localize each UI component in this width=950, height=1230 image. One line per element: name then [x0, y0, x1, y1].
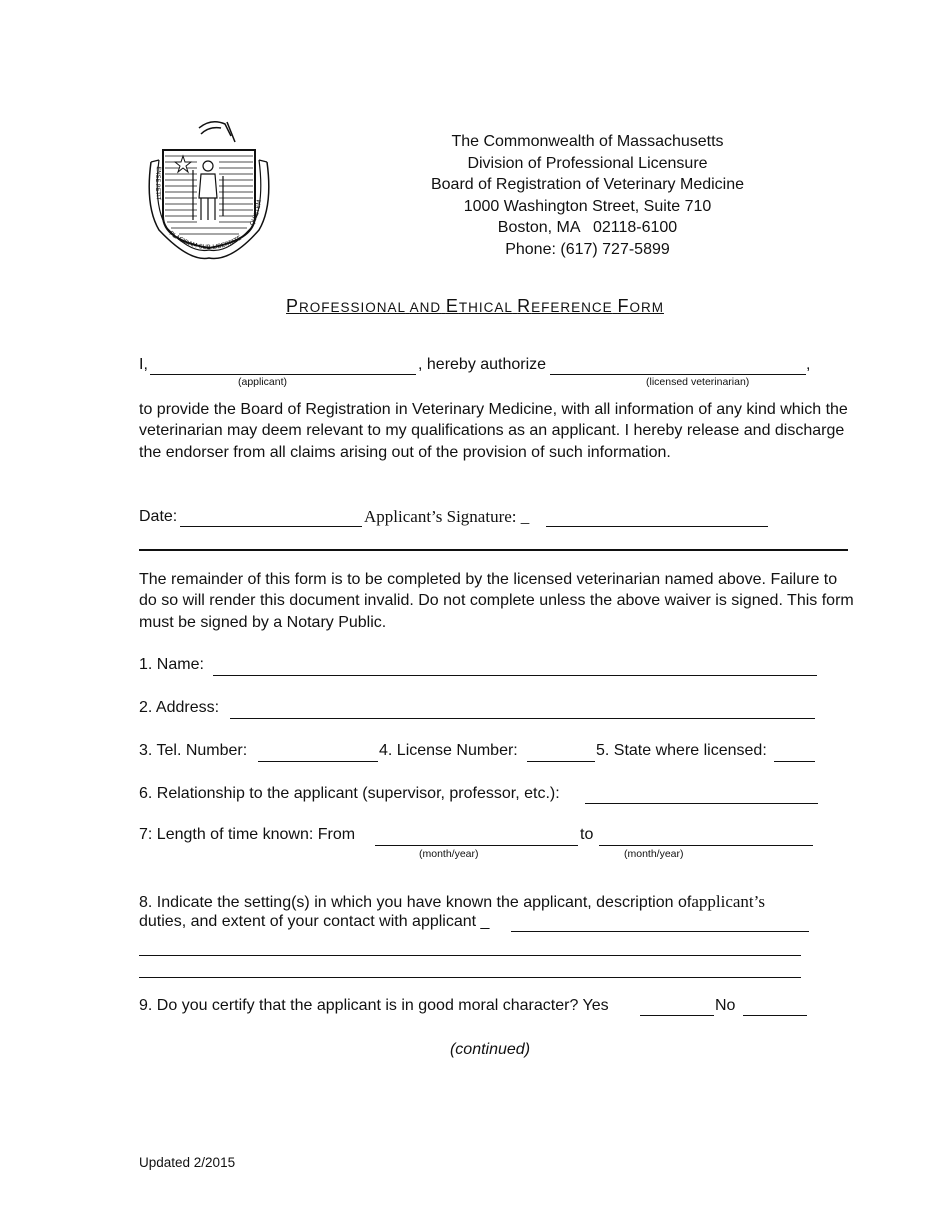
- signature-label: Applicant’s Signature: _: [364, 507, 530, 526]
- applicant-name-field[interactable]: [150, 374, 416, 375]
- time-to-label: to: [580, 826, 594, 843]
- moral-yes-field[interactable]: [640, 1015, 714, 1016]
- instructions-paragraph: The remainder of this form is to be completed by the licensed veterinarian named above. Failure to do so will render this document invalid. Do not complete unless the above waiver is signed. This form must be signed by a Notary Public.: [139, 571, 854, 631]
- section-divider: [139, 549, 848, 551]
- date-field[interactable]: [180, 526, 362, 527]
- veterinarian-name-field[interactable]: [550, 374, 806, 375]
- setting-field-line1[interactable]: [511, 931, 809, 932]
- tel-label: 3. Tel. Number:: [139, 742, 248, 759]
- letterhead-line: Phone: (617) 727-5899: [505, 240, 670, 258]
- time-to-field[interactable]: [599, 845, 813, 846]
- applicant-signature-field[interactable]: [546, 526, 768, 527]
- massachusetts-state-seal-icon: [139, 116, 279, 264]
- letterhead: [400, 131, 775, 260]
- tel-field[interactable]: [258, 761, 378, 762]
- setting-label-line2: duties, and extent of your contact with applicant _: [139, 913, 490, 930]
- title-initial: E: [445, 296, 459, 316]
- title-initial: P: [286, 296, 300, 316]
- setting-field-line3[interactable]: [139, 977, 801, 978]
- svg-text:ENSE PETIT: [154, 166, 162, 201]
- relationship-field[interactable]: [585, 803, 818, 804]
- name-field[interactable]: [213, 675, 817, 676]
- applicant-caption: (applicant): [238, 376, 288, 388]
- moral-no-field[interactable]: [743, 1015, 807, 1016]
- letterhead-line: The Commonwealth of Massachusetts: [451, 133, 724, 150]
- license-field[interactable]: [527, 761, 595, 762]
- time-from-field[interactable]: [375, 845, 578, 846]
- state-seal: [139, 116, 279, 264]
- title-initial: F: [617, 296, 630, 316]
- month-year-caption: (month/year): [624, 848, 684, 860]
- letterhead-line: Board of Registration of Veterinary Medicine: [430, 176, 745, 193]
- title-word: ORM: [629, 300, 664, 315]
- date-label: Date:: [139, 508, 178, 525]
- setting-text: 8. Indicate the setting(s) in which you have known the applicant, description of: [139, 894, 692, 911]
- time-known-label: 7: Length of time known: From: [139, 826, 356, 843]
- title-word: EFERENCE: [531, 300, 613, 315]
- seal-motto-bottom: PLACIDAM SUB LIBERTATE: [167, 229, 243, 252]
- form-title: [0, 296, 950, 317]
- moral-character-label: 9. Do you certify that the applicant is in good moral character? Yes: [139, 997, 609, 1014]
- auth-prefix: I,: [139, 356, 148, 373]
- state-label: 5. State where licensed:: [596, 742, 767, 759]
- address-label: 2. Address:: [139, 699, 220, 716]
- title-initial: R: [517, 296, 532, 316]
- state-field[interactable]: [774, 761, 815, 762]
- letterhead-line: Boston, MA 02118-6100: [497, 219, 678, 236]
- setting-field-line2[interactable]: [139, 955, 801, 956]
- relationship-label: 6. Relationship to the applicant (supervisor, professor, etc.):: [139, 785, 560, 802]
- letterhead-line: Division of Professional Licensure: [467, 154, 708, 172]
- title-word: AND: [409, 300, 442, 315]
- auth-suffix: ,: [806, 356, 811, 373]
- continued-note: (continued): [449, 1041, 531, 1058]
- auth-middle: , hereby authorize: [418, 356, 547, 373]
- license-label: 4. License Number:: [379, 742, 518, 759]
- setting-text-serif: applicant’s: [691, 892, 765, 911]
- title-word: THICAL: [458, 300, 513, 315]
- seal-motto-right: QUIETEM: [248, 199, 264, 228]
- seal-motto-left: ENSE PETIT: [153, 165, 162, 201]
- authorization-paragraph: to provide the Board of Registration in Veterinary Medicine, with all information of any kind which the veterinarian may deem relevant to my qualifications as an applicant. I hereby release and discharge the endorser from all claims arising out of the provision of such information.: [139, 401, 848, 461]
- moral-no-label: No: [715, 997, 736, 1014]
- name-label: 1. Name:: [139, 656, 204, 673]
- veterinarian-caption: (licensed veterinarian): [646, 376, 750, 388]
- updated-footer: Updated 2/2015: [139, 1155, 236, 1170]
- letterhead-line: 1000 Washington Street, Suite 710: [463, 197, 712, 215]
- address-field[interactable]: [230, 718, 815, 719]
- title-word: ROFESSIONAL: [299, 300, 406, 315]
- month-year-caption: (month/year): [419, 848, 479, 860]
- setting-label-line1: [139, 892, 765, 912]
